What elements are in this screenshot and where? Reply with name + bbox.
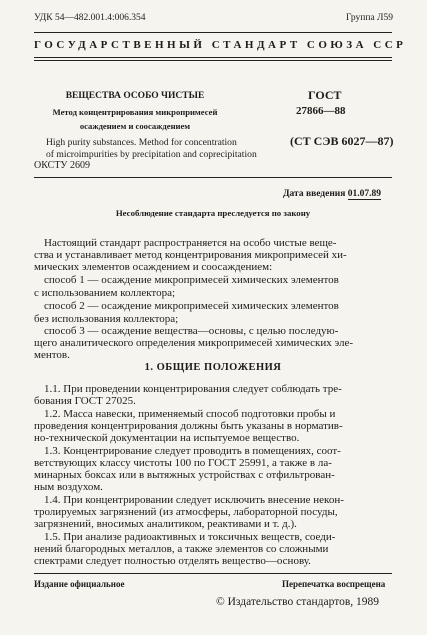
gost-number: 27866—88 [296, 105, 346, 117]
text-line: нений благородных металлов, а также элементов со сложными [34, 543, 329, 555]
document-subtitle-line-1: Метод концентрирования микропримесей [52, 107, 218, 117]
text-line: ства и устанавливает метод концентрирования микропримесей хи- [34, 249, 347, 261]
text-line: ментов. [34, 349, 70, 361]
legal-notice: Несоблюдение стандарта преследуется по закону [115, 208, 311, 218]
okstu-code: ОКСТУ 2609 [34, 160, 91, 171]
document-title: ВЕЩЕСТВА ОСОБО ЧИСТЫЕ [65, 91, 205, 101]
text-line: проведения концентрирования должны быть указаны в норматив- [34, 420, 343, 432]
text-line: бования ГОСТ 27025. [34, 395, 136, 407]
text-line: 1.2. Масса навески, применяемый способ подготовки пробы и [44, 408, 336, 420]
english-title-line-2: of microimpurities by precipitation and coprecipitation [46, 149, 257, 160]
english-title-line-1: High purity substances. Method for concentration [46, 137, 237, 148]
text-line: способ 3 — осаждение вещества—основы, с целью последую- [44, 325, 339, 337]
text-line: способ 2 — осаждение микропримесей химических элементов [44, 300, 339, 312]
top-rule [34, 32, 392, 33]
effective-date [283, 189, 381, 199]
text-line: 1.5. При анализе радиоактивных и токсичных веществ, соеди- [44, 531, 336, 543]
text-line: спектрами следует полностью отделять вещество—основу. [34, 555, 311, 567]
section-title: 1. ОБЩИЕ ПОЛОЖЕНИЯ [144, 362, 282, 373]
text-line: ветствующих классу чистоты 100 по ГОСТ 25991, а также в ла- [34, 457, 332, 469]
copyright-notice: © Издательство стандартов, 1989 [216, 596, 380, 608]
text-line: загрязнений, вносимых аналитиком, реактивами и т. д.). [34, 518, 297, 530]
text-line: с использованием коллектора; [34, 287, 176, 299]
text-line: щего аналитического определения микропримесей химических эле- [34, 337, 354, 349]
text-line: минарных боксах или в вытяжных устройствах с отфильтрован- [34, 469, 335, 481]
gost-label: ГОСТ [308, 88, 342, 102]
title-block-rule [34, 177, 392, 178]
text-line: но-технической документации на испытуемое вещество. [34, 432, 300, 444]
text-line: тролируемых загрязнений (из атмосферы, лабораторной посуды, [34, 506, 338, 518]
heading-rule-2 [34, 60, 392, 61]
heading-rule-1 [34, 57, 392, 58]
standard-heading: ГОСУДАРСТВЕННЫЙ СТАНДАРТ СОЮЗА ССР [34, 39, 407, 51]
text-line: без использования коллектора; [34, 313, 179, 325]
group-code: Группа Л59 [346, 13, 393, 23]
effective-date-value: 01.07.89 [347, 189, 382, 199]
effective-date-label: Дата введения [283, 189, 346, 199]
text-line: мических элементов осаждением и соосаждением: [34, 261, 273, 273]
st-sev-number: (СТ СЭВ 6027—87) [290, 134, 394, 148]
udk-code: УДК 54—482.001.4:006.354 [34, 13, 146, 23]
text-line: Настоящий стандарт распространяется на особо чистые веще- [44, 237, 337, 249]
document-subtitle-line-2: осаждением и соосаждением [79, 121, 191, 131]
text-line: 1.1. При проведении концентрирования следует соблюдать тре- [44, 383, 342, 395]
footer-rule [34, 573, 392, 574]
text-line: 1.4. При концентрировании следует исключить внесение некон- [44, 494, 344, 506]
text-line: ным воздухом. [34, 481, 103, 493]
reprint-notice: Перепечатка воспрещена [282, 579, 386, 589]
text-line: способ 1 — осаждение микропримесей химических элементов [44, 274, 339, 286]
text-line: 1.3. Концентрирование следует проводить в помещениях, соот- [44, 445, 341, 457]
official-edition: Издание официальное [34, 579, 125, 589]
